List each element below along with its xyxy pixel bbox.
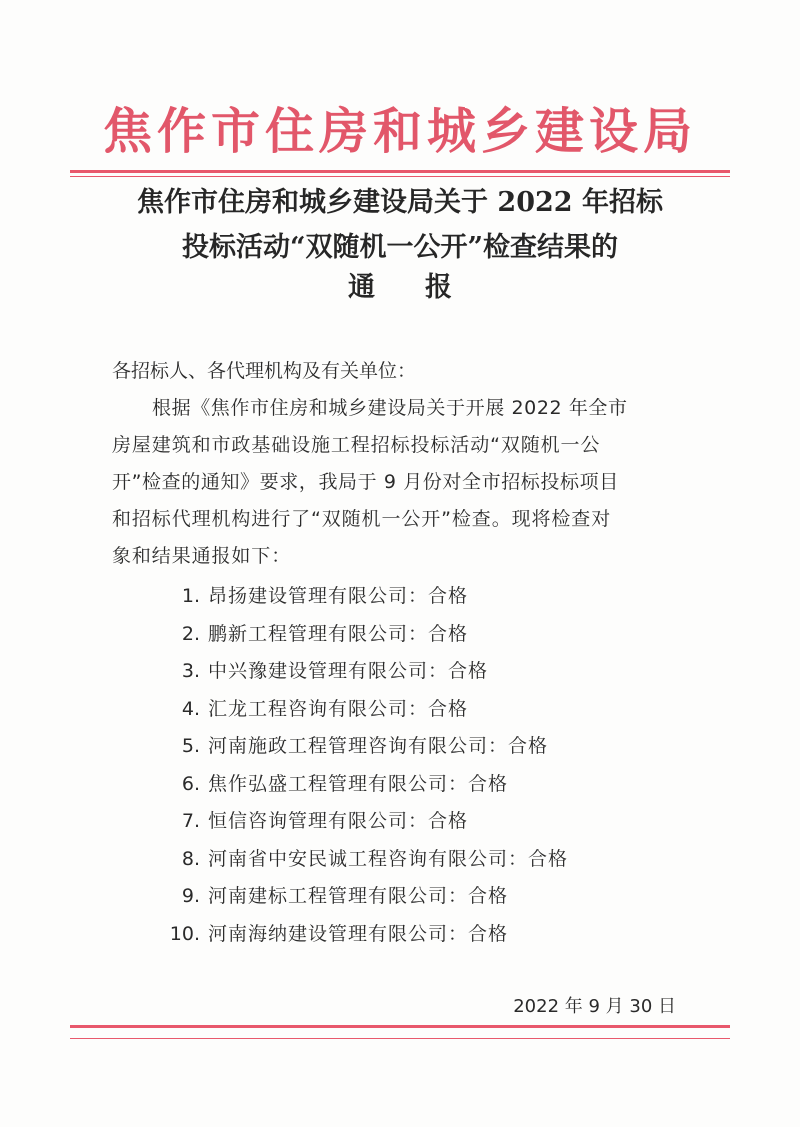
result-text: 河南施政工程管理咨询有限公司：合格: [208, 735, 549, 757]
result-text: 河南海纳建设管理有限公司：合格: [208, 923, 509, 945]
result-number: 4.: [181, 698, 200, 720]
footer-rule-thick: [70, 1025, 730, 1028]
result-text: 河南建标工程管理有限公司：合格: [208, 885, 509, 907]
result-item: [154, 695, 468, 723]
result-number: 8.: [181, 848, 200, 870]
result-text: 汇龙工程咨询有限公司：合格: [208, 698, 469, 720]
result-number: 9.: [181, 885, 200, 907]
body-paragraph-line: 象和结果通报如下：: [112, 545, 292, 567]
notice-title-line-1: 焦作市住房和城乡建设局关于 2022 年招标: [137, 187, 663, 218]
letterhead-rule-thin: [70, 176, 730, 177]
result-text: 恒信咨询管理有限公司：合格: [208, 810, 469, 832]
result-item: [154, 582, 468, 610]
result-item: [154, 807, 468, 835]
footer-rule-thin: [70, 1038, 730, 1039]
result-number: 5.: [181, 735, 200, 757]
result-item: [154, 920, 508, 948]
result-text: 焦作弘盛工程管理有限公司：合格: [208, 773, 509, 795]
result-item: [154, 770, 508, 798]
result-item: [154, 732, 548, 760]
letterhead-title: 焦作市住房和城乡建设局: [102, 102, 697, 160]
issue-date: 2022 年 9 月 30 日: [513, 996, 676, 1017]
result-number: 10.: [169, 923, 200, 945]
result-item: [154, 882, 508, 910]
result-item: [154, 845, 568, 873]
result-text: 鹏新工程管理有限公司：合格: [208, 623, 469, 645]
result-text: 河南省中安民诚工程咨询有限公司：合格: [208, 848, 569, 870]
letterhead-rule-thick: [70, 170, 730, 173]
notice-title-line-3: 通报: [348, 272, 502, 303]
result-item: [154, 657, 488, 685]
result-text: 中兴豫建设管理有限公司：合格: [208, 660, 489, 682]
result-text: 昂扬建设管理有限公司：合格: [208, 585, 469, 607]
result-number: 7.: [181, 810, 200, 832]
result-number: 1.: [181, 585, 200, 607]
salutation: 各招标人、各代理机构及有关单位：: [112, 360, 417, 382]
body-paragraph-line: 房屋建筑和市政基础设施工程招标投标活动“双随机一公: [112, 434, 601, 456]
body-paragraph-line: 根据《焦作市住房和城乡建设局关于开展 2022 年全市: [152, 397, 628, 419]
body-paragraph-line: 和招标代理机构进行了“双随机一公开”检查。现将检查对: [112, 508, 612, 530]
result-number: 6.: [181, 773, 200, 795]
result-number: 3.: [181, 660, 200, 682]
result-item: [154, 620, 468, 648]
result-number: 2.: [181, 623, 200, 645]
body-paragraph-line: 开”检查的通知》要求，我局于 9 月份对全市招标投标项目: [112, 471, 619, 493]
notice-title-line-2: 投标活动“双随机一公开”检查结果的: [181, 232, 619, 263]
